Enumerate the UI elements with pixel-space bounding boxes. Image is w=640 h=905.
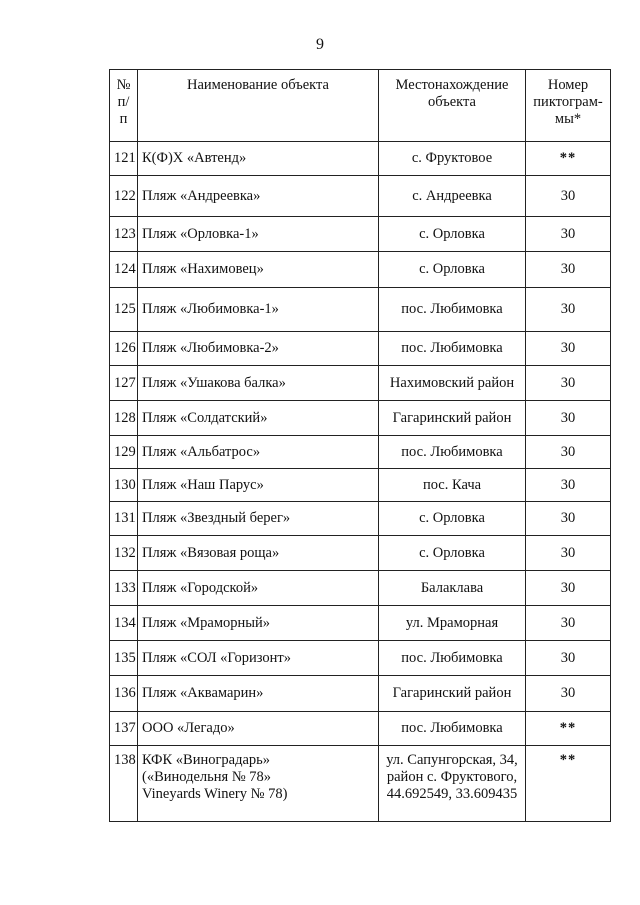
row-number: 131 — [110, 502, 138, 536]
object-location: ул. Сапунгорская, 34, район с. Фруктового, 44.692549, 33.609435 — [379, 746, 526, 822]
table-header-row — [110, 70, 611, 142]
pictogram-number: 30 — [526, 536, 611, 571]
pictogram-number: 30 — [526, 288, 611, 332]
object-location: пос. Любимовка — [379, 288, 526, 332]
pictogram-number: ** — [526, 142, 611, 176]
row-number: 133 — [110, 571, 138, 606]
object-location: Нахимовский район — [379, 366, 526, 401]
object-location: пос. Любимовка — [379, 436, 526, 469]
object-name: Пляж «Звездный берег» — [138, 502, 379, 536]
pictogram-number: 30 — [526, 332, 611, 366]
table-row — [110, 142, 611, 176]
object-location: ул. Мраморная — [379, 606, 526, 641]
table-row — [110, 176, 611, 217]
table-row — [110, 401, 611, 436]
pictogram-number: 30 — [526, 252, 611, 288]
object-location: с. Орловка — [379, 502, 526, 536]
object-location: с. Орловка — [379, 536, 526, 571]
table-row — [110, 641, 611, 676]
object-name: К(Ф)Х «Автенд» — [138, 142, 379, 176]
object-name: Пляж «Наш Парус» — [138, 469, 379, 502]
object-location: пос. Любимовка — [379, 332, 526, 366]
row-number: 136 — [110, 676, 138, 712]
table-row — [110, 746, 611, 822]
object-name: ООО «Легадо» — [138, 712, 379, 746]
table-row — [110, 536, 611, 571]
row-number: 126 — [110, 332, 138, 366]
header-location-text: Местонахождение объекта — [395, 77, 509, 110]
object-name: Пляж «Любимовка-1» — [138, 288, 379, 332]
table-row — [110, 436, 611, 469]
object-name: Пляж «Аквамарин» — [138, 676, 379, 712]
header-location — [379, 70, 526, 142]
row-number: 123 — [110, 217, 138, 252]
pictogram-number: 30 — [526, 676, 611, 712]
object-name: Пляж «Солдатский» — [138, 401, 379, 436]
pictogram-number: 30 — [526, 176, 611, 217]
table-row — [110, 502, 611, 536]
pictogram-number: ** — [526, 746, 611, 822]
object-location: с. Орловка — [379, 252, 526, 288]
object-name: Пляж «СОЛ «Горизонт» — [138, 641, 379, 676]
row-number: 130 — [110, 469, 138, 502]
row-number: 134 — [110, 606, 138, 641]
object-name: Пляж «Альбатрос» — [138, 436, 379, 469]
table-row — [110, 366, 611, 401]
table-row — [110, 676, 611, 712]
object-name: Пляж «Вязовая роща» — [138, 536, 379, 571]
object-name: Пляж «Орловка-1» — [138, 217, 379, 252]
object-name: Пляж «Любимовка-2» — [138, 332, 379, 366]
pictogram-number: ** — [526, 712, 611, 746]
object-location: Гагаринский район — [379, 676, 526, 712]
object-name: Пляж «Мраморный» — [138, 606, 379, 641]
table-row — [110, 252, 611, 288]
pictogram-number: 30 — [526, 641, 611, 676]
row-number: 132 — [110, 536, 138, 571]
object-location: с. Фруктовое — [379, 142, 526, 176]
pictogram-number: 30 — [526, 217, 611, 252]
row-number: 122 — [110, 176, 138, 217]
pictogram-number: 30 — [526, 571, 611, 606]
object-location: пос. Кача — [379, 469, 526, 502]
object-location: Гагаринский район — [379, 401, 526, 436]
table-row — [110, 712, 611, 746]
table-row — [110, 606, 611, 641]
pictogram-number: 30 — [526, 502, 611, 536]
header-number-text: № п/п — [116, 77, 131, 127]
table-body — [110, 142, 611, 822]
object-location: с. Андреевка — [379, 176, 526, 217]
page-number: 9 — [316, 36, 324, 53]
table-row — [110, 217, 611, 252]
pictogram-number: 30 — [526, 606, 611, 641]
pictogram-number: 30 — [526, 366, 611, 401]
object-name: Пляж «Городской» — [138, 571, 379, 606]
object-location: Балаклава — [379, 571, 526, 606]
row-number: 121 — [110, 142, 138, 176]
table-row — [110, 469, 611, 502]
row-number: 129 — [110, 436, 138, 469]
row-number: 125 — [110, 288, 138, 332]
row-number: 137 — [110, 712, 138, 746]
row-number: 127 — [110, 366, 138, 401]
pictogram-number: 30 — [526, 436, 611, 469]
pictogram-number: 30 — [526, 469, 611, 502]
object-name: Пляж «Нахимовец» — [138, 252, 379, 288]
row-number: 138 — [110, 746, 138, 822]
header-object-name — [138, 70, 379, 142]
table-row — [110, 288, 611, 332]
pictogram-number: 30 — [526, 401, 611, 436]
object-location: с. Орловка — [379, 217, 526, 252]
table-row — [110, 571, 611, 606]
object-name: Пляж «Ушакова балка» — [138, 366, 379, 401]
row-number: 124 — [110, 252, 138, 288]
header-object-name-text: Наименование объекта — [187, 77, 329, 93]
object-name: Пляж «Андреевка» — [138, 176, 379, 217]
row-number: 128 — [110, 401, 138, 436]
objects-table — [109, 69, 611, 822]
object-location: пос. Любимовка — [379, 712, 526, 746]
header-number — [110, 70, 138, 142]
header-pictogram-text: Номер пиктограм- мы* — [533, 77, 603, 127]
row-number: 135 — [110, 641, 138, 676]
header-pictogram — [526, 70, 611, 142]
table-row — [110, 332, 611, 366]
object-location: пос. Любимовка — [379, 641, 526, 676]
object-name: КФК «Виноградарь» («Винодельня № 78» Vineyards Winery № 78) — [138, 746, 379, 822]
